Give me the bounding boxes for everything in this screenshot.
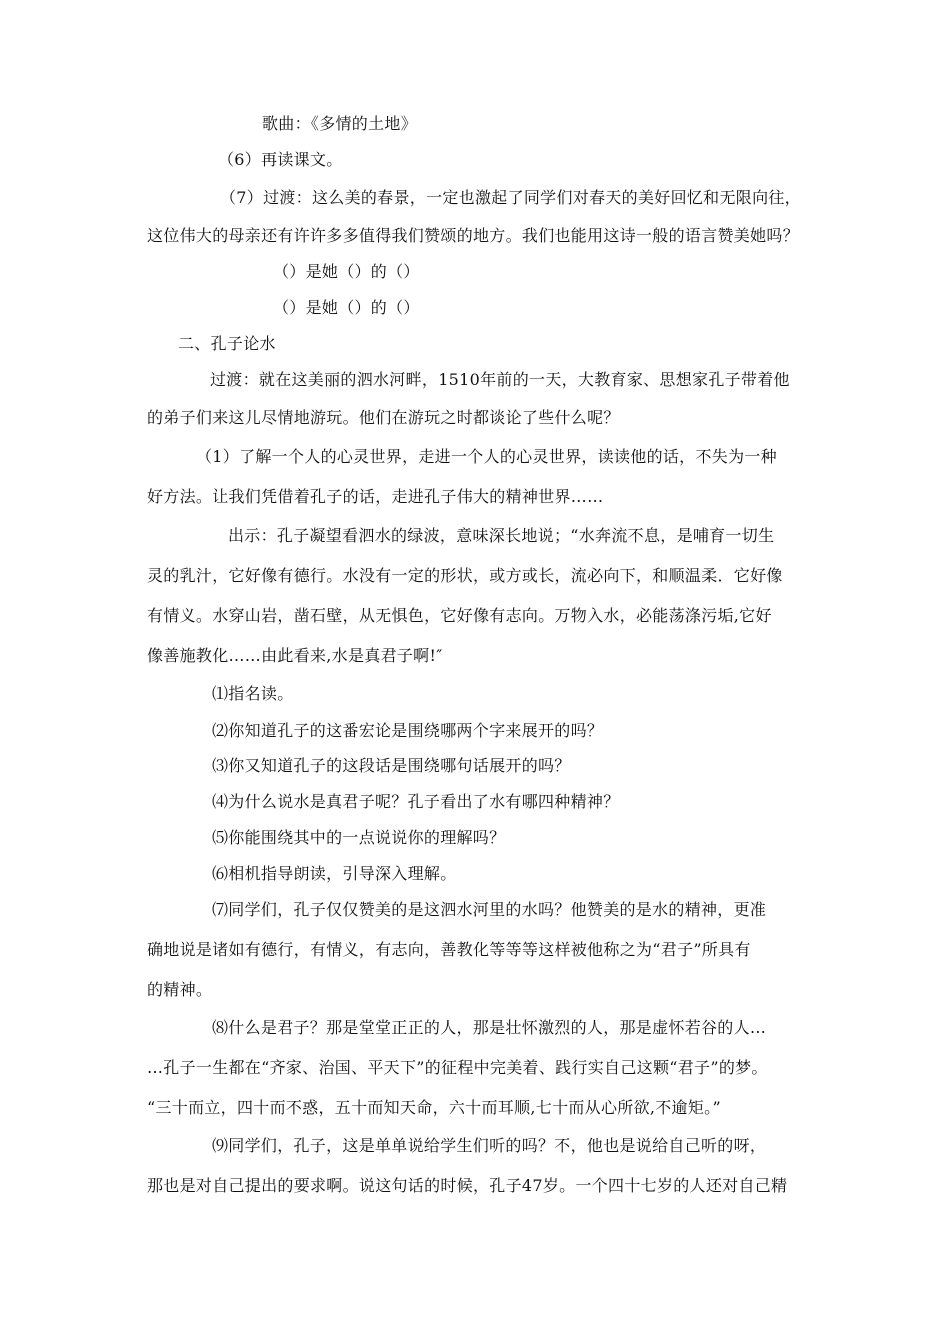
quote-line-3: 有情义。水穿山岩，凿石壁，从无惧色，它好像有志向。万物入水，必能荡涤污垢,它好 bbox=[147, 606, 772, 625]
list-item-6: ⑹相机指导朗读，引导深入理解。 bbox=[212, 864, 457, 883]
fill-blank-line-2: （）是她（）的（） bbox=[273, 298, 420, 317]
fill-blank-line-1: （）是她（）的（） bbox=[273, 262, 420, 281]
quote-line-1: 出示：孔子凝望看泗水的绿波，意味深长地说；“水奔流不息，是哺育一切生 bbox=[228, 526, 775, 545]
list-item-8-line-1: ⑻什么是君子？那是堂堂正正的人，那是壮怀激烈的人，那是虚怀若谷的人… bbox=[212, 1018, 767, 1037]
list-item-9-line-2: 那也是对自己提出的要求啊。说这句话的时候，孔子47岁。一个四十七岁的人还对自己精 bbox=[147, 1176, 788, 1195]
transition-line-2: 的弟子们来这儿尽情地游玩。他们在游玩之时都谈论了些什么呢？ bbox=[147, 408, 620, 427]
list-item-9-line-1: ⑼同学们，孔子，这是单单说给学生们听的吗？不，他也是说给自己听的呀， bbox=[212, 1136, 767, 1155]
step-6-line: （6）再读课文。 bbox=[218, 150, 343, 169]
list-item-2: ⑵你知道孔子的这番宏论是围绕哪两个字来展开的吗？ bbox=[212, 721, 604, 740]
list-item-4: ⑷为什么说水是真君子呢？孔子看出了水有哪四种精神？ bbox=[212, 792, 620, 811]
quote-line-2: 灵的乳汁，它好像有德行。水没有一定的形状，或方或长，流必向下，和顺温柔．它好像 bbox=[147, 566, 783, 585]
transition-line-1: 过渡：就在这美丽的泗水河畔，1510年前的一天，大教育家、思想家孔子带着他 bbox=[210, 370, 790, 389]
list-item-5: ⑸你能围绕其中的一点说说你的理解吗？ bbox=[212, 828, 506, 847]
list-item-1: ⑴指名读。 bbox=[212, 684, 294, 703]
list-item-8-line-3: “三十而立，四十而不惑，五十而知天命，六十而耳顺,七十而从心所欲,不逾矩。” bbox=[147, 1098, 721, 1117]
song-title-line: 歌曲：《多情的土地》 bbox=[262, 114, 418, 133]
step-1-line-1: （1）了解一个人的心灵世界，走进一个人的心灵世界，读读他的话，不失为一种 bbox=[196, 447, 777, 466]
list-item-8-line-2: …孔子一生都在“齐家、治国、平天下”的征程中完美着、践行实自己这颗“君子”的梦。 bbox=[147, 1058, 768, 1077]
step-7-line: （7）过渡：这么美的春景，一定也激起了同学们对春天的美好回忆和无限向往， bbox=[220, 188, 801, 207]
list-item-7-line-2: 确地说是诸如有德行，有情义，有志向，善教化等等等这样被他称之为“君子”所具有 bbox=[147, 940, 751, 959]
step-1-line-2: 好方法。让我们凭借着孔子的话，走进孔子伟大的精神世界…… bbox=[147, 487, 604, 506]
list-item-7-line-3: 的精神。 bbox=[147, 980, 213, 999]
list-item-3: ⑶你又知道孔子的这段话是围绕哪句话展开的吗？ bbox=[212, 756, 571, 775]
quote-line-4: 像善施教化……由此看来,水是真君子啊!″ bbox=[147, 646, 443, 665]
section-heading: 二、孔子论水 bbox=[178, 334, 276, 353]
list-item-7-line-1: ⑺同学们，孔子仅仅赞美的是这泗水河里的水吗？他赞美的是水的精神，更准 bbox=[212, 900, 767, 919]
paragraph-line: 这位伟大的母亲还有许许多多值得我们赞颂的地方。我们也能用这诗一般的语言赞美她吗？ bbox=[147, 226, 800, 245]
